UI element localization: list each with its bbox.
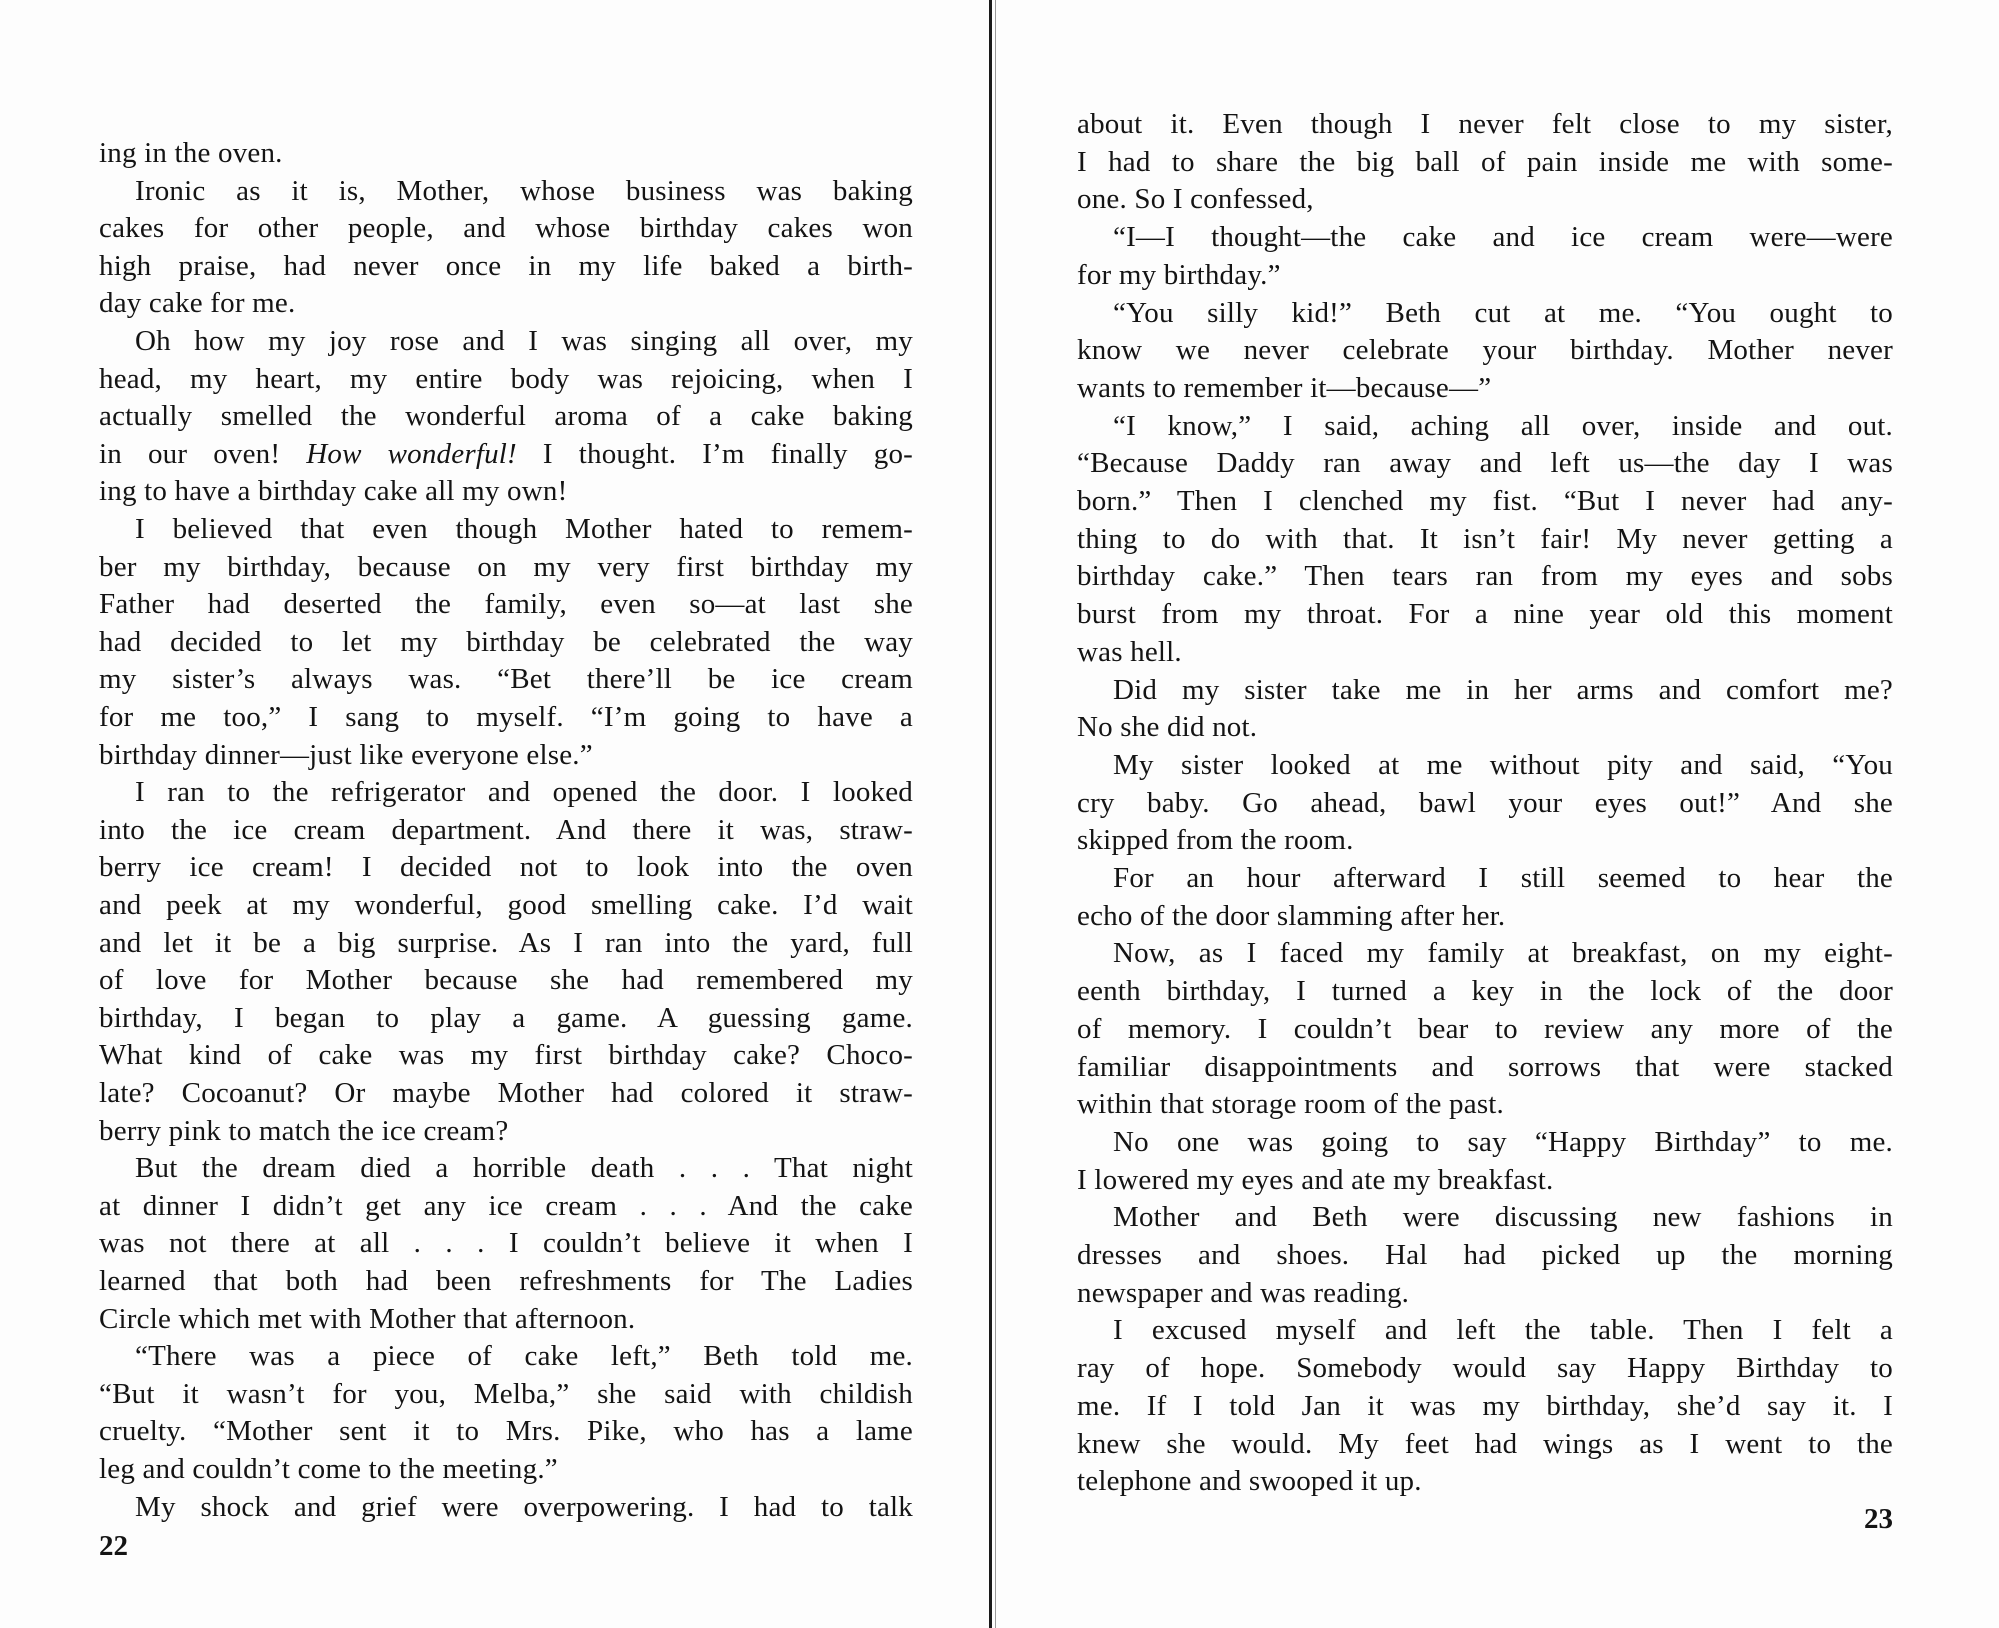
text-line: and let it be a big surprise. As I ran into the yard, full: [99, 926, 913, 959]
text-line: cry baby. Go ahead, bawl your eyes out!” And she: [1077, 786, 1893, 819]
italic-text: How wonderful!: [306, 437, 517, 470]
text-line: thing to do with that. It isn’t fair! My never getting a: [1077, 522, 1893, 555]
text-line: for me too,” I sang to myself. “I’m going to have a: [99, 701, 913, 733]
text-line: But the dream died a horrible death . . . That night: [135, 1152, 913, 1185]
text-line: of memory. I couldn’t bear to review any more of the: [1077, 1012, 1893, 1045]
text-line: dresses and shoes. Hal had picked up the morning: [1077, 1239, 1893, 1271]
text-line: telephone and swooped it up.: [1077, 1465, 1422, 1498]
text-line: know we never celebrate your birthday. Mother never: [1077, 334, 1893, 367]
text-line: I excused myself and left the table. Then I felt a: [1113, 1314, 1893, 1347]
text-line: knew she would. My feet had wings as I went to the: [1077, 1427, 1893, 1460]
text-line: birthday cake.” Then tears ran from my eyes and sobs: [1077, 560, 1893, 593]
text-line: For an hour afterward I still seemed to hear the: [1113, 862, 1893, 894]
text-line: Oh how my joy rose and I was singing all over, my: [135, 325, 913, 357]
text-line: about it. Even though I never felt close to my sister,: [1077, 108, 1893, 140]
page-number: 22: [99, 1530, 128, 1562]
text-line: berry pink to match the ice cream?: [99, 1114, 509, 1147]
text-line: Father had deserted the family, even so—at last she: [99, 588, 913, 621]
text-line: day cake for me.: [99, 287, 296, 320]
page-edge: [995, 0, 996, 1628]
text-line: ray of hope. Somebody would say Happy Birthday to: [1077, 1352, 1893, 1385]
text-line: I believed that even though Mother hated to remem-: [135, 513, 913, 545]
text-line: Did my sister take me in her arms and comfort me?: [1113, 673, 1893, 706]
text-line: wants to remember it—because—”: [1077, 371, 1492, 404]
text-line: “I—I thought—the cake and ice cream were—were: [1113, 221, 1893, 254]
text-line: was hell.: [1077, 635, 1182, 668]
text-line: into the ice cream department. And there it was, straw-: [99, 813, 913, 846]
text-line: berry ice cream! I decided not to look into the oven: [99, 851, 913, 884]
text-line: cruelty. “Mother sent it to Mrs. Pike, who has a lame: [99, 1415, 913, 1448]
text-segment: in our oven!: [99, 437, 307, 470]
text-line: echo of the door slamming after her.: [1077, 899, 1506, 932]
text-line: born.” Then I clenched my fist. “But I never had any-: [1077, 485, 1893, 517]
text-line: learned that both had been refreshments for The Ladies: [99, 1265, 913, 1297]
text-line: “But it wasn’t for you, Melba,” she said with childish: [99, 1377, 913, 1410]
text-line: me. If I told Jan it was my birthday, she’d say it. I: [1077, 1389, 1893, 1422]
text-line: late? Cocoanut? Or maybe Mother had colored it straw-: [99, 1077, 913, 1109]
text-line: ing in the oven.: [99, 137, 283, 169]
text-line: head, my heart, my entire body was rejoicing, when I: [99, 362, 913, 395]
text-line: cakes for other people, and whose birthday cakes won: [99, 212, 913, 245]
text-line: at dinner I didn’t get any ice cream . . . And the cake: [99, 1189, 913, 1222]
text-line: Mother and Beth were discussing new fashions in: [1113, 1201, 1893, 1234]
text-line: No one was going to say “Happy Birthday” to me.: [1113, 1125, 1893, 1158]
text-line: I had to share the big ball of pain inside me with some-: [1077, 145, 1893, 178]
text-line: What kind of cake was my first birthday cake? Choco-: [99, 1039, 913, 1072]
text-line: Now, as I faced my family at breakfast, on my eight-: [1113, 937, 1893, 970]
text-line: birthday, I began to play a game. A guessing game.: [99, 1001, 913, 1034]
text-line: “I know,” I said, aching all over, inside and out.: [1113, 409, 1893, 442]
text-line: of love for Mother because she had remembered my: [99, 964, 913, 997]
text-line: [99, 436, 913, 472]
book-gutter: [989, 0, 992, 1628]
text-line: for my birthday.”: [1077, 258, 1281, 291]
text-line: birthday dinner—just like everyone else.”: [99, 738, 593, 771]
text-line: “Because Daddy ran away and left us—the day I was: [1077, 447, 1893, 480]
text-line: I ran to the refrigerator and opened the door. I looked: [135, 776, 913, 809]
text-line: and peek at my wonderful, good smelling cake. I’d wait: [99, 889, 913, 921]
left-page: [99, 0, 913, 1628]
right-page: [1077, 0, 1893, 1628]
page-number: 23: [1864, 1503, 1893, 1535]
text-line: burst from my throat. For a nine year old this moment: [1077, 598, 1893, 631]
text-line: was not there at all . . . I couldn’t believe it when I: [99, 1227, 913, 1260]
text-line: No she did not.: [1077, 711, 1258, 744]
text-line: eenth birthday, I turned a key in the lock of the door: [1077, 975, 1893, 1008]
text-line: “You silly kid!” Beth cut at me. “You ought to: [1113, 296, 1893, 329]
text-line: ber my birthday, because on my very first birthday my: [99, 550, 913, 583]
text-line: newspaper and was reading.: [1077, 1276, 1410, 1309]
text-line: one. So I confessed,: [1077, 183, 1314, 216]
text-line: familiar disappointments and sorrows that were stacked: [1077, 1050, 1893, 1083]
text-segment: I thought. I’m finally go-: [516, 437, 914, 470]
text-line: I lowered my eyes and ate my breakfast.: [1077, 1163, 1554, 1196]
text-line: within that storage room of the past.: [1077, 1088, 1505, 1121]
text-line: My sister looked at me without pity and said, “You: [1113, 748, 1893, 781]
text-line: high praise, had never once in my life baked a birth-: [99, 249, 913, 282]
text-line: ing to have a birthday cake all my own!: [99, 475, 568, 508]
text-line: “There was a piece of cake left,” Beth told me.: [135, 1340, 913, 1373]
text-line: had decided to let my birthday be celebrated the way: [99, 625, 913, 658]
text-line: Circle which met with Mother that afternoon.: [99, 1302, 636, 1335]
text-line: Ironic as it is, Mother, whose business was baking: [135, 174, 913, 207]
text-line: My shock and grief were overpowering. I had to talk: [135, 1490, 913, 1523]
text-line: leg and couldn’t come to the meeting.”: [99, 1453, 558, 1485]
text-line: actually smelled the wonderful aroma of a cake baking: [99, 400, 913, 433]
text-line: my sister’s always was. “Bet there’ll be ice cream: [99, 663, 913, 696]
text-line: skipped from the room.: [1077, 824, 1354, 857]
